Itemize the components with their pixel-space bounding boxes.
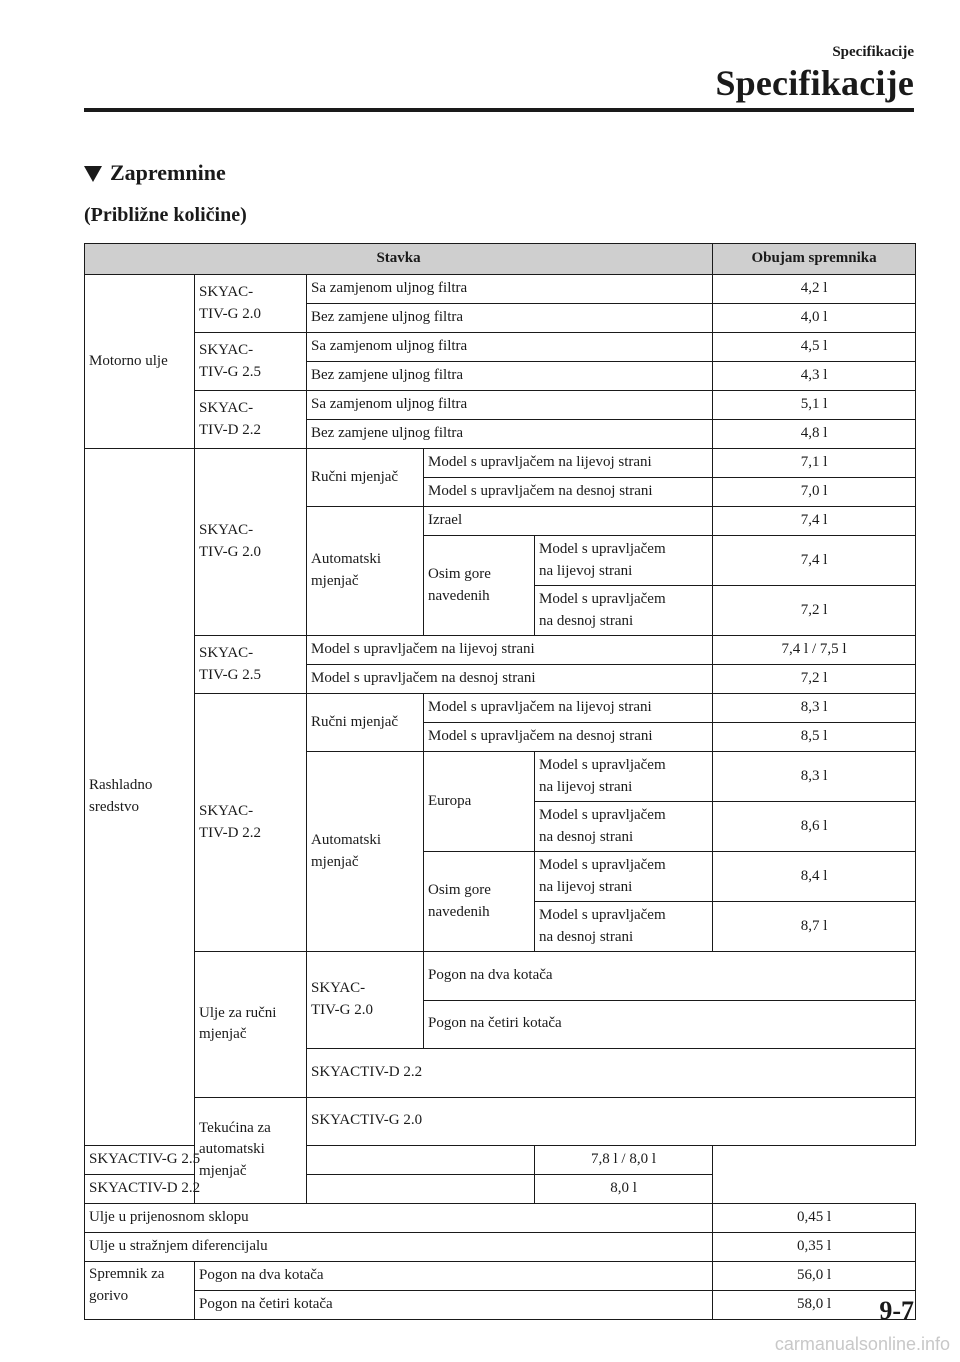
cell-value: 8,5 l (713, 723, 916, 752)
cell-region: Izrael (424, 507, 713, 536)
page-number: 9-7 (879, 1296, 914, 1325)
cell-value: 5,1 l (713, 391, 916, 420)
section-title-text: Zapremnine (110, 160, 226, 185)
cell-value: 8,3 l (713, 694, 916, 723)
table-row (85, 1262, 916, 1291)
cell-drive: Pogon na četiri kotača (424, 1000, 916, 1049)
table-row (85, 1291, 916, 1320)
cell-value: 7,4 l / 7,5 l (713, 636, 916, 665)
cell-model: Model s upravljačem na lijevoj strani (424, 449, 713, 478)
cell-condition: Sa zamjenom uljnog filtra (307, 333, 713, 362)
row-label-rear-diff: Ulje u stražnjem diferencijalu (85, 1233, 713, 1262)
cell-value: 7,2 l (713, 665, 916, 694)
cell-engine: SKYAC- TIV-G 2.0 (195, 449, 307, 636)
table-row (85, 449, 916, 478)
cell-engine: SKYAC- TIV-G 2.0 (307, 952, 424, 1049)
header-capacity: Obujam spremnika (713, 244, 916, 275)
cell-condition: Sa zamjenom uljnog filtra (307, 391, 713, 420)
cell-model: Model s upravljačem na lijevoj strani (307, 636, 713, 665)
cell-transmission: Automatski mjenjač (307, 507, 424, 636)
table-header-row (85, 244, 916, 275)
cell-value: 8,6 l (713, 802, 916, 852)
row-label-atf: Tekućina za automatski mjenjač (195, 1097, 307, 1204)
cell-engine: SKYAC- TIV-G 2.5 (195, 333, 307, 391)
cell-engine: SKYACTIV-D 2.2 (307, 1049, 916, 1098)
cell-value: 58,0 l (713, 1291, 916, 1320)
cell-model: Model s upravljačem na desnoj strani (535, 902, 713, 952)
section-title (84, 160, 226, 186)
cell-drive: Pogon na dva kotača (424, 952, 916, 1001)
table-row (85, 391, 916, 420)
row-label-transfer: Ulje u prijenosnom sklopu (85, 1204, 713, 1233)
cell-value: 0,45 l (713, 1204, 916, 1233)
cell-value: 4,8 l (713, 420, 916, 449)
cell-region: Osim gore navedenih (424, 852, 535, 952)
cell-region: Osim gore navedenih (424, 536, 535, 636)
table-row (85, 636, 916, 665)
header-rule (84, 108, 914, 112)
cell-region: Europa (424, 752, 535, 852)
row-label-engine-oil (85, 275, 195, 449)
cell-value: 4,5 l (713, 333, 916, 362)
header-item: Stavka (85, 244, 713, 275)
cell-engine: SKYACTIV-D 2.2 (85, 1175, 535, 1204)
table-row (85, 694, 916, 723)
cell-value: 4,2 l (713, 275, 916, 304)
cell-value: 4,0 l (713, 304, 916, 333)
running-header-title: Specifikacije (715, 63, 914, 103)
cell-model: Model s upravljačem na desnoj strani (535, 802, 713, 852)
cell-model: Model s upravljačem na lijevoj strani (424, 694, 713, 723)
cell-drive: Pogon na četiri kotača (195, 1291, 713, 1320)
cell-model: Model s upravljačem na lijevoj strani (535, 752, 713, 802)
cell-value: 7,1 l (713, 449, 916, 478)
sub-title: (Približne količine) (84, 204, 247, 226)
cell-value: 4,3 l (713, 362, 916, 391)
cell-value: 8,0 l (535, 1175, 713, 1204)
cell-drive: Pogon na dva kotača (195, 1262, 713, 1291)
cell-model: Model s upravljačem na desnoj strani (307, 665, 713, 694)
cell-model: Model s upravljačem na desnoj strani (424, 723, 713, 752)
cell-value: 8,7 l (713, 902, 916, 952)
cell-engine: SKYAC- TIV-G 2.0 (195, 275, 307, 333)
row-label-manual-oil: Ulje za ručni mjenjač (195, 952, 307, 1098)
table-row (85, 1204, 916, 1233)
cell-model: Model s upravljačem na desnoj strani (535, 586, 713, 636)
table-row (85, 333, 916, 362)
cell-value: 7,0 l (713, 478, 916, 507)
cell-transmission: Ručni mjenjač (307, 449, 424, 507)
cell-value: 7,8 l / 8,0 l (535, 1146, 713, 1175)
cell-engine: SKYAC- TIV-D 2.2 (195, 694, 307, 952)
watermark: carmanualsonline.info (774, 1334, 950, 1354)
cell-engine: SKYACTIV-G 2.5 (85, 1146, 535, 1175)
row-label-coolant: Rashladno sredstvo (85, 449, 195, 1146)
cell-transmission: Automatski mjenjač (307, 752, 424, 952)
cell-model: Model s upravljačem na desnoj strani (424, 478, 713, 507)
cell-engine: SKYACTIV-G 2.0 (307, 1097, 916, 1146)
triangle-bullet-icon (84, 166, 102, 182)
table-row (85, 1233, 916, 1262)
cell-condition: Bez zamjene uljnog filtra (307, 362, 713, 391)
cell-value: 7,2 l (713, 586, 916, 636)
table-row (85, 952, 916, 1001)
running-header-small: Specifikacije (832, 44, 914, 60)
cell-text: Motorno ulje (89, 352, 168, 369)
cell-condition: Bez zamjene uljnog filtra (307, 420, 713, 449)
cell-transmission: Ručni mjenjač (307, 694, 424, 752)
cell-condition: Bez zamjene uljnog filtra (307, 304, 713, 333)
cell-engine: SKYAC- TIV-G 2.5 (195, 636, 307, 694)
row-label-fuel: Spremnik za gorivo (85, 1262, 195, 1320)
cell-model: Model s upravljačem na lijevoj strani (535, 536, 713, 586)
cell-value: 8,3 l (713, 752, 916, 802)
cell-engine: SKYAC- TIV-D 2.2 (195, 391, 307, 449)
cell-condition: Sa zamjenom uljnog filtra (307, 275, 713, 304)
capacities-table (84, 243, 916, 1320)
table-row (85, 275, 916, 304)
cell-value: 7,4 l (713, 507, 916, 536)
cell-value: 7,4 l (713, 536, 916, 586)
cell-value: 56,0 l (713, 1262, 916, 1291)
table-row (85, 1097, 916, 1146)
cell-value: 8,4 l (713, 852, 916, 902)
cell-value: 0,35 l (713, 1233, 916, 1262)
cell-model: Model s upravljačem na lijevoj strani (535, 852, 713, 902)
